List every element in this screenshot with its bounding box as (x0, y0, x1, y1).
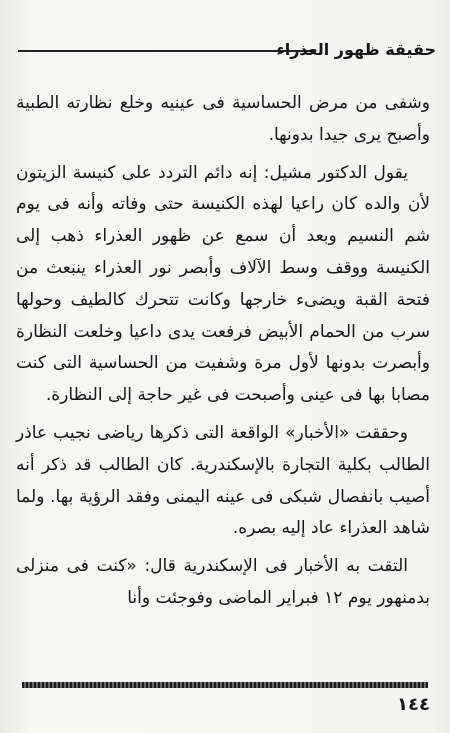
paragraph-doctor-michel: يقول الدكتور مشيل: إنه دائم التردد على كنيسة الزيتون لأن والده كان راعيا لهذه الكنيسة حتى وفاته وأنه فى يوم شم النسيم وبعد أن سمع عن ظهور العذراء ذهب إلى الكنيسة ووقف وسط الآلاف وأبصر نور العذراء ينبعث من فتحة القبة ويضىء خارجها وكانت تتحرك كالطيف وحولها سرب من الحمام الأبيض فرفعت يدى داعيا وخلعت النظارة وأبصرت بدونها لأول مرة وشفيت من الحساسية التى كنت مصابا بها فى عينى وأصبحت فى غير حاجة إلى النظارة. (16, 162, 430, 406)
body-text (16, 88, 430, 621)
paragraph-akhbar-verification: وحققت «الأخبار» الواقعة التى ذكرها رياضى نجيب عاذر الطالب بكلية التجارة بالإسكندرية. كان الطالب قد ذكر أنه أصيب بانفصال شبكى فى عينه اليمنى وفقد الرؤية بها. ولما شاهد العذراء عاد إليه بصره. (16, 422, 430, 539)
footer-rule (22, 682, 428, 688)
page-number: ١٤٤ (397, 694, 430, 715)
header-rule (18, 50, 316, 52)
paragraph-alexandria-meeting: التقت به الأخبار فى الإسكندرية قال: «كنت فى منزلى بدمنهور يوم ١٢ فبراير الماضى وفوجئت وأنا (16, 556, 430, 608)
running-header-title: حقيقة ظهور العذراء (276, 40, 436, 59)
running-header (8, 38, 436, 70)
paragraph-continuation: وشفى من مرض الحساسية فى عينيه وخلع نظارته الطبية وأصبح يرى جيدا بدونها. (16, 93, 430, 145)
